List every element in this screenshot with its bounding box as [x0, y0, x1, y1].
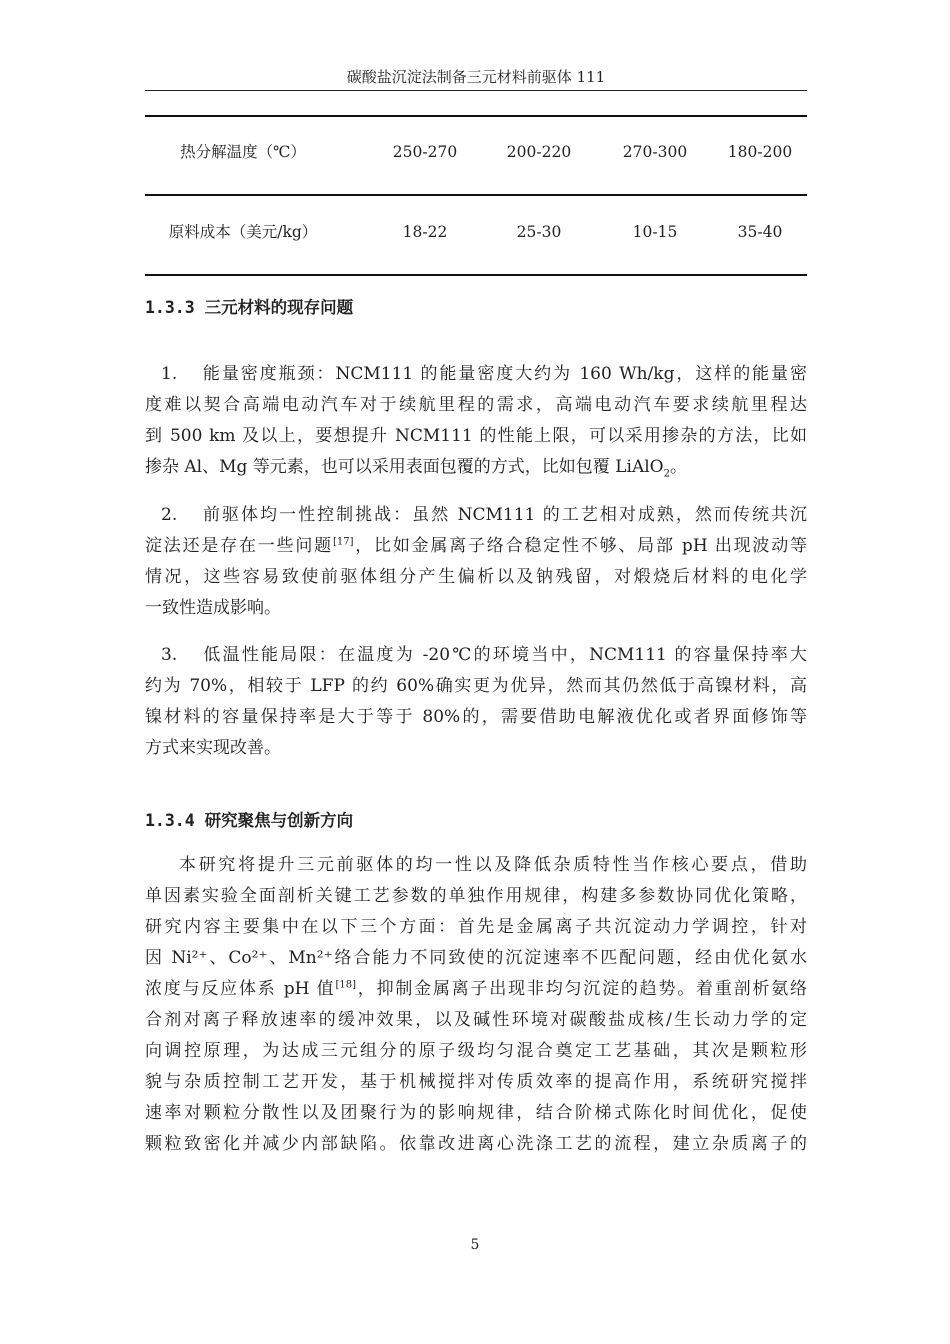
text-line: 浓度与反应体系 pH 值	[145, 979, 336, 999]
text-line: 本研究将提升三元前驱体的均一性以及降低杂质特性当作核心要点，借助	[179, 855, 807, 875]
text-line-rest: ，抑制金属离子出现非均匀沉淀的趋势。着重剖析氨络	[355, 979, 808, 999]
section-heading-1-3-3: 1.3.3 三元材料的现存问题	[145, 298, 354, 317]
running-header: 碳酸盐沉淀法制备三元材料前驱体 111	[346, 68, 606, 86]
text-line: 因 Ni²⁺、Co²⁺、Mn²⁺络合能力不同致使的沉淀速率不匹配问题，经由优化氨水	[145, 948, 807, 968]
table-cell-label: 原料成本（美元/kg）	[168, 223, 318, 241]
list-item-1	[145, 359, 807, 483]
citation-ref: [18]	[335, 979, 356, 991]
list-item-2	[145, 500, 807, 624]
table-rule-middle	[145, 194, 807, 196]
text-line: 到 500 km 及以上，要想提升 NCM111 的性能上限，可以采用掺杂的方法，比如	[145, 426, 807, 446]
section-heading-1-3-4: 1.3.4 研究聚焦与创新方向	[145, 811, 354, 830]
text-line: 合剂对离子释放速率的缓冲效果，以及碱性环境对碳酸盐成核/生长动力学的定	[145, 1010, 807, 1030]
text-line-rest: ，比如金属离子络合稳定性不够、局部 pH 出现波动等	[353, 536, 808, 556]
text-line: 方式来实现改善。	[145, 738, 281, 758]
text-line: 掺杂 Al、Mg 等元素，也可以采用表面包覆的方式，比如包覆 LiAlO	[145, 457, 664, 477]
citation-ref: [17]	[332, 536, 354, 548]
text-line: 镍材料的容量保持率是大于等于 80%的，需要借助电解液优化或者界面修饰等	[145, 707, 807, 727]
table-cell: 10-15	[632, 223, 678, 241]
table-rule-top	[145, 115, 807, 117]
table-rule-bottom	[145, 274, 807, 276]
list-item-text: 能量密度瓶颈：NCM111 的能量密度大约为 160 Wh/kg，这样的能量密	[201, 364, 807, 384]
body-paragraph	[145, 850, 807, 1160]
text-line: 情况，这些容易致使前驱体组分产生偏析以及钠残留，对煅烧后材料的电化学	[145, 567, 807, 587]
text-line: 约为 70%，相较于 LFP 的约 60%确实更为优异，然而其仍然低于高镍材料，高	[145, 676, 807, 696]
table-cell: 270-300	[622, 143, 688, 161]
list-item-3	[145, 640, 807, 764]
text-line: 一致性造成影响。	[145, 598, 281, 618]
table-cell: 200-220	[506, 143, 572, 161]
text-line: 淀法还是存在一些问题	[145, 536, 333, 556]
table-cell: 25-30	[516, 223, 562, 241]
page-number: 5	[470, 1237, 480, 1253]
table-cell: 18-22	[402, 223, 448, 241]
text-line: 向调控原理，为达成三元组分的原子级均匀混合奠定工艺基础，其次是颗粒形	[145, 1041, 807, 1061]
table-cell-label: 热分解温度（℃）	[180, 143, 306, 161]
text-line: 单因素实验全面剖析关键工艺参数的单独作用规律，构建多参数协同优化策略，	[145, 886, 807, 906]
subscript: 2	[663, 468, 670, 480]
table-cell: 35-40	[737, 223, 783, 241]
header-rule	[145, 90, 807, 91]
table-row	[145, 142, 807, 162]
text-line: 颗粒致密化并减少内部缺陷。依靠改进离心洗涤工艺的流程，建立杂质离子的	[145, 1134, 807, 1154]
list-item-text: 前驱体均一性控制挑战：虽然 NCM111 的工艺相对成熟，然而传统共沉	[201, 505, 807, 525]
text-line: 速率对颗粒分散性以及团聚行为的影响规律，结合阶梯式陈化时间优化，促使	[145, 1103, 807, 1123]
table-row	[145, 222, 807, 242]
text-line: 度难以契合高端电动汽车对于续航里程的需求，高端电动汽车要求续航里程达	[145, 395, 807, 415]
table-cell: 250-270	[392, 143, 458, 161]
list-number: 1.	[161, 364, 178, 384]
list-number: 2.	[161, 505, 178, 525]
text-line-end: 。	[669, 457, 687, 477]
table-cell: 180-200	[727, 143, 793, 161]
list-item-text: 低温性能局限：在温度为 -20℃的环境当中，NCM111 的容量保持率大	[201, 645, 807, 665]
text-line: 研究内容主要集中在以下三个方面：首先是金属离子共沉淀动力学调控，针对	[145, 917, 807, 937]
list-number: 3.	[161, 645, 178, 665]
text-line: 貌与杂质控制工艺开发，基于机械搅拌对传质效率的提高作用，系统研究搅拌	[145, 1072, 807, 1092]
